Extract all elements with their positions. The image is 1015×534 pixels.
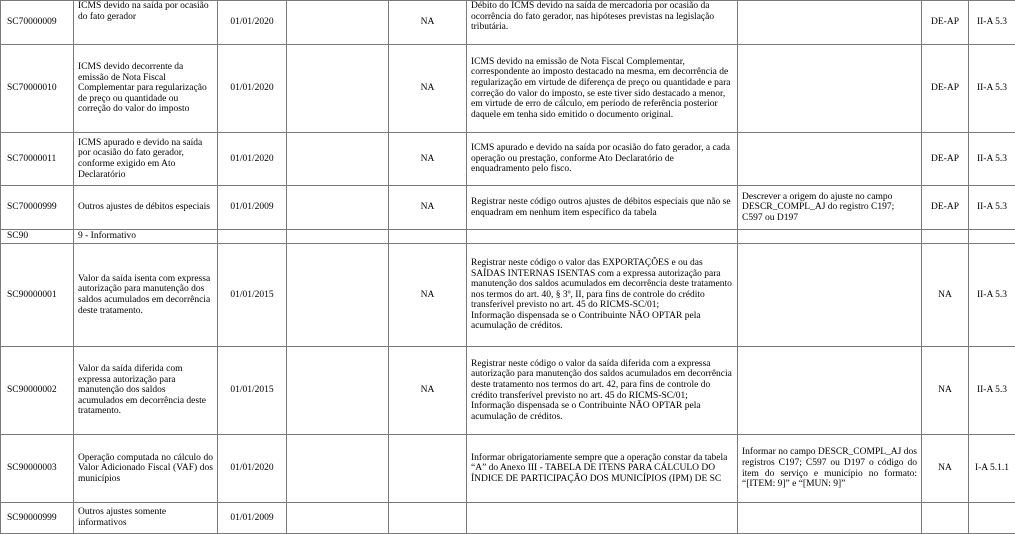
empty-cell [467,230,738,244]
article-cell: II-A 5.3 [969,1,1015,45]
empty-cell [969,230,1015,244]
description-cell: Outros ajustes somente informativos [74,503,218,534]
empty-cell [287,244,389,347]
observation-cell: Registrar neste código o valor das EXPORTAÇÕES e ou das SAÍDAS INTERNAS ISENTAS com a expressa autorização para manutenção dos saldos acumulados em decorrência deste tratamento nos termos do art. 40, § 3º, II, para fins de controle do crédito transferível previsto no art. 45 do RICMS-SC/01; Informação dispensada se o Contribuinte NÃO OPTAR pela acumulação de créditos. [467,244,738,347]
description-cell: Operação computada no cálculo do Valor Adicionado Fiscal (VAF) dos municípios [74,435,218,503]
start-date-cell: 01/01/2020 [218,133,287,186]
na-cell: NA [389,1,467,45]
article-cell: II-A 5.3 [969,133,1015,186]
info-cell [738,244,922,347]
observation-cell: ICMS apurado e devido na saída por ocasião do fato gerador, a cada operação ou prestação, conforme Ato Declaratório de enquadramento pelo fisco. [467,133,738,186]
empty-cell [287,1,389,45]
description-cell: ICMS devido decorrente da emissão de Nota Fiscal Complementar para regularização de preço ou quantidade ou correção do valor do imposto [74,45,218,133]
na-cell: NA [389,45,467,133]
reference-cell: NA [922,347,969,435]
article-cell: II-A 5.3 [969,347,1015,435]
description-cell: Valor da saída isenta com expressa autorização para manutenção dos saldos acumulados em decorrência deste tratamento. [74,244,218,347]
group-header-row [1,230,1015,244]
info-cell [738,347,922,435]
start-date-cell: 01/01/2009 [218,503,287,534]
description-cell: Valor da saída diferida com expressa autorização para manutenção dos saldos acumulados em decorrência deste tratamento. [74,347,218,435]
info-cell: Descrever a origem do ajuste no campo DESCR_COMPL_AJ do registro C197; C597 ou D197 [738,186,922,230]
start-date-cell: 01/01/2020 [218,45,287,133]
start-date-cell: 01/01/2015 [218,244,287,347]
description-cell: ICMS apurado e devido na saída por ocasião do fato gerador, conforme exigido em Ato Declaratório [74,133,218,186]
code-cell: SC90000002 [1,347,74,435]
table-row [1,45,1015,133]
observation-cell: Registrar neste código outros ajustes de débitos especiais que não se enquadram em nenhum item específico da tabela [467,186,738,230]
empty-cell [287,186,389,230]
reference-cell: DE-AP [922,186,969,230]
article-cell: I-A 5.1.1 [969,435,1015,503]
empty-cell [287,435,389,503]
code-cell: SC70000009 [1,1,74,45]
observation-cell: Débito do ICMS devido na saída de mercadoria por ocasião da ocorrência do fato gerador, nas hipóteses previstas na legislação tributária. [467,1,738,45]
article-cell: II-A 5.3 [969,244,1015,347]
empty-cell [969,503,1015,534]
start-date-cell: 01/01/2020 [218,1,287,45]
code-cell: SC70000999 [1,186,74,230]
description-cell: Outros ajustes de débitos especiais [74,186,218,230]
empty-cell [738,503,922,534]
empty-cell [287,45,389,133]
reference-cell: NA [922,244,969,347]
reference-cell: DE-AP [922,1,969,45]
reference-cell: DE-AP [922,45,969,133]
empty-cell [467,503,738,534]
info-cell: Informar no campo DESCR_COMPL_AJ dos registros C197; C597 ou D197 o código do item do serviço e município no formato: “[ITEM: 9]” e “[MUN: 9]” [738,435,922,503]
code-cell: SC90000999 [1,503,74,534]
table-row [1,133,1015,186]
observation-cell: Registrar neste código o valor da saída diferida com a expressa autorização para manutenção dos saldos acumulados em decorrência deste tratamento nos termos do art. 42, para fins de controle do crédito transferível previsto no art. 45 do RICMS-SC/01; Informação dispensada se o Contribuinte NÃO OPTAR pela acumulação de créditos. [467,347,738,435]
code-cell: SC90000001 [1,244,74,347]
empty-cell [922,503,969,534]
empty-cell [389,230,467,244]
reference-cell: DE-AP [922,133,969,186]
info-cell [738,133,922,186]
empty-cell [922,230,969,244]
empty-cell [287,133,389,186]
na-cell: NA [389,133,467,186]
empty-cell [389,435,467,503]
description-cell: ICMS devido na saída por ocasião do fato gerador [74,1,218,45]
start-date-cell: 01/01/2009 [218,186,287,230]
description-cell: 9 - Informativo [74,230,218,244]
code-cell: SC90 [1,230,74,244]
table-row [1,503,1015,534]
code-cell: SC70000011 [1,133,74,186]
info-cell [738,1,922,45]
empty-cell [218,230,287,244]
na-cell: NA [389,347,467,435]
article-cell: II-A 5.3 [969,186,1015,230]
empty-cell [287,347,389,435]
empty-cell [287,230,389,244]
reference-cell: NA [922,435,969,503]
table-row [1,1,1015,45]
table-row [1,347,1015,435]
na-cell: NA [389,186,467,230]
start-date-cell: 01/01/2020 [218,435,287,503]
table-row [1,186,1015,230]
empty-cell [287,503,389,534]
article-cell: II-A 5.3 [969,45,1015,133]
empty-cell [389,503,467,534]
code-cell: SC70000010 [1,45,74,133]
info-cell [738,45,922,133]
empty-cell [738,230,922,244]
code-cell: SC90000003 [1,435,74,503]
na-cell: NA [389,244,467,347]
table-row [1,435,1015,503]
table-row [1,244,1015,347]
observation-cell: Informar obrigatoriamente sempre que a operação constar da tabela “A” do Anexo III - TABELA DE ITENS PARA CÁLCULO DO ÍNDICE DE PARTICIPAÇÃO DOS MUNICÍPIOS (IPM) DE SC [467,435,738,503]
start-date-cell: 01/01/2015 [218,347,287,435]
observation-cell: ICMS devido na emissão de Nota Fiscal Complementar, correspondente ao imposto destacado na mesma, em decorrência de regularização em virtude de diferença de preço ou quantidade e para correção do valor do imposto, se este tiver sido destacado a menor, em virtude de erro de cálculo, em período de referência posterior daquele em tenha sido emitido o documento original. [467,45,738,133]
